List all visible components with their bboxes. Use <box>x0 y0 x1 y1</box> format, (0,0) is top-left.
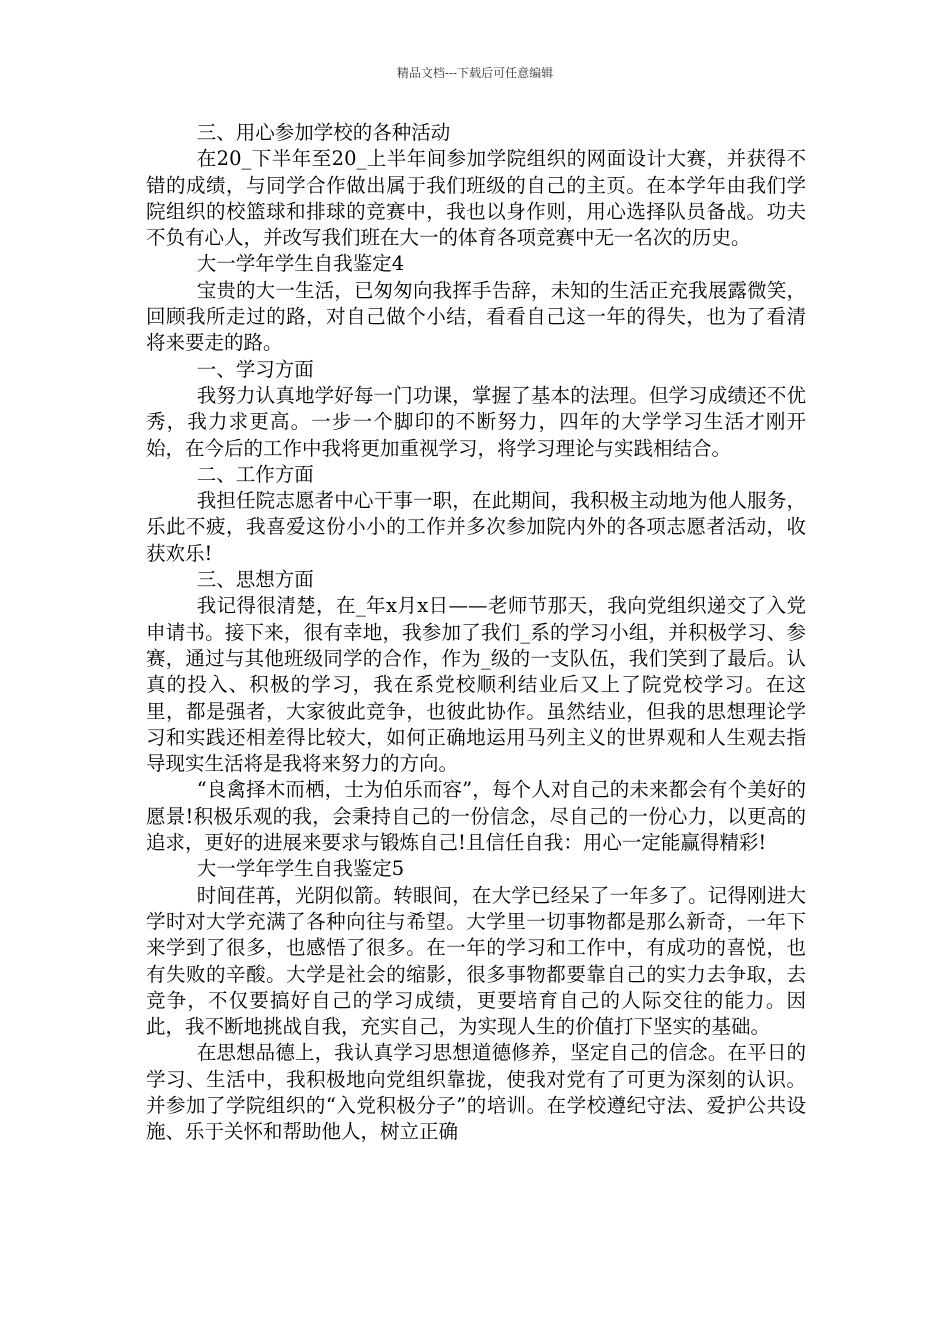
paragraph-study: 我努力认真地学好每一门功课，掌握了基本的法理。但学习成绩还不优秀，我力求更高。一步一个脚印的不断努力，四年的大学学习生活才刚开始，在今后的工作中我将更加重视学习，将学习理论与实践相结合。 <box>146 383 806 460</box>
section-heading-study: 一、学习方面 <box>196 357 314 381</box>
document-body <box>146 120 806 1146</box>
paragraph-morality: 在思想品德上，我认真学习思想道德修养，坚定自己的信念。在平日的学习、生活中，我积极地向党组织靠拢，使我对党有了可更为深刻的认识。并参加了学院组织的“入党积极分子”的培训。在学校遵纪守法、爱护公共设施、乐于关怀和帮助他人，树立正确 <box>146 1041 806 1144</box>
page-header: 精品文档---下载后可任意编辑 <box>396 66 554 80</box>
paragraph-intro-5: 时间荏苒，光阴似箭。转眼间，在大学已经呆了一年多了。记得刚进大学时对大学充满了各种向往与希望。大学里一切事物都是那么新奇，一年下来学到了很多，也感悟了很多。在一年的学习和工作中，有成功的喜悦，也有失败的辛酸。大学是社会的缩影，很多事物都要靠自己的实力去争取，去竞争，不仅要搞好自己的学习成绩，更要培育自己的人际交往的能力。因此，我不断地挑战自我，充实自己，为实现人生的价值打下坚实的基础。 <box>146 883 806 1039</box>
paragraph-activities: 在20_下半年至20_上半年间参加学院组织的网面设计大赛，并获得不错的成绩，与同学合作做出属于我们班级的自己的主页。在本学年由我们学院组织的校篮球和排球的竞赛中，我也以身作则，用心选择队员备战。功夫不负有心人，并改写我们班在大一的体育各项竞赛中无一名次的历史。 <box>146 147 806 250</box>
title-self-assessment-5: 大一学年学生自我鉴定5 <box>196 857 405 881</box>
paragraph-thought: 我记得很清楚，在_年x月x日——老师节那天，我向党组织递交了入党申请书。接下来，很有幸地，我参加了我们_系的学习小组，并积极学习、参赛，通过与其他班级同学的合作，作为_级的一支队伍，我们笑到了最后。认真的投入、积极的学习，我在系党校顺利结业后又上了院党校学习。在这里，都是强者，大家彼此竞争，也彼此协作。虽然结业，但我的思想理论学习和实践还相差得比较大，如何正确地运用马列主义的世界观和人生观去指导现实生活将是我将来努力的方向。 <box>146 594 806 776</box>
title-self-assessment-4: 大一学年学生自我鉴定4 <box>196 252 405 276</box>
section-heading-work: 二、工作方面 <box>196 462 314 486</box>
section-heading-thought: 三、思想方面 <box>196 568 314 592</box>
section-heading-activities: 三、用心参加学校的各种活动 <box>196 121 451 144</box>
paragraph-intro-4: 宝贵的大一生活，已匆匆向我挥手告辞，未知的生活正充我展露微笑，回顾我所走过的路，对自己做个小结，看看自己这一年的得失，也为了看清将来要走的路。 <box>146 278 806 355</box>
paragraph-quote: “良禽择木而栖，士为伯乐而容”，每个人对自己的未来都会有个美好的愿景!积极乐观的我，会秉持自己的一份信念，尽自己的一份心力，以更高的追求，更好的进展来要求与锻炼自己!且信任自我：用心一定能赢得精彩! <box>146 778 806 855</box>
paragraph-work: 我担任院志愿者中心干事一职，在此期间，我积极主动地为他人服务，乐此不疲，我喜爱这份小小的工作并多次参加院内外的各项志愿者活动，收获欢乐! <box>146 489 806 565</box>
